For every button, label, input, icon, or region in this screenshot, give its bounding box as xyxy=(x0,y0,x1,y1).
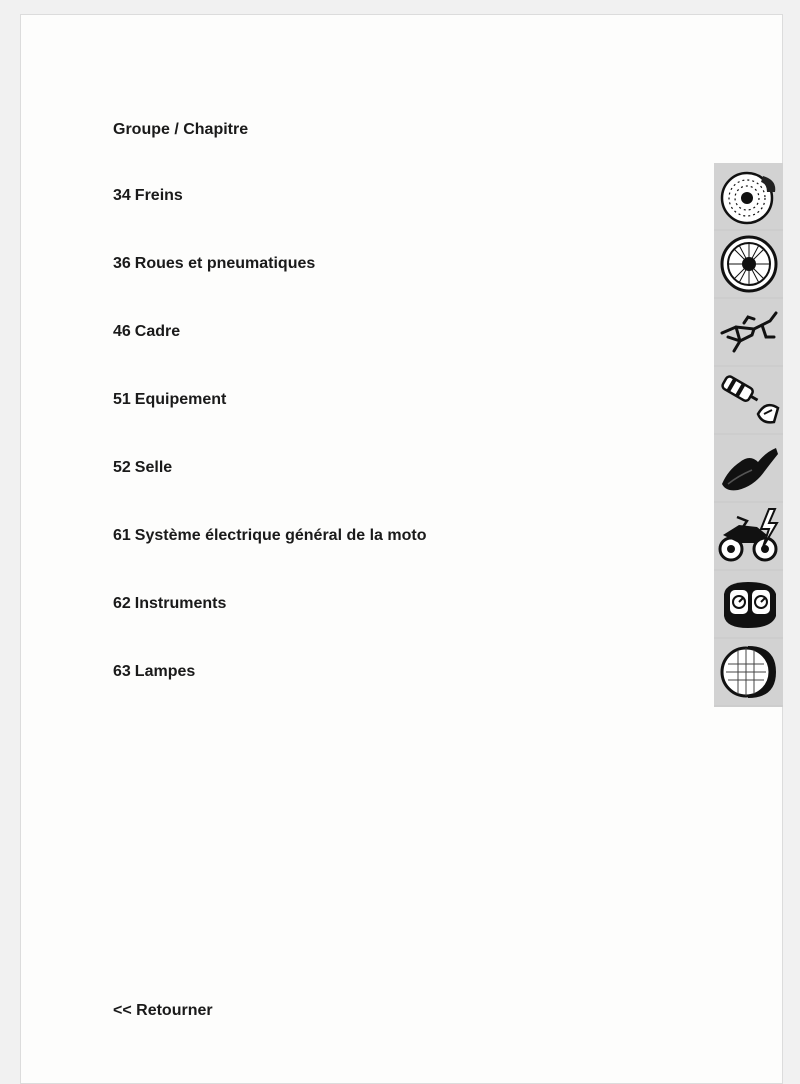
back-link[interactable]: << Retourner xyxy=(113,1002,213,1019)
chapter-title: Selle xyxy=(134,459,173,476)
chapter-link-freins[interactable] xyxy=(113,187,183,205)
chapter-number: 63 xyxy=(113,663,131,680)
chapter-title: Freins xyxy=(134,187,183,204)
chapter-number: 46 xyxy=(113,323,131,340)
chapter-link-selle[interactable] xyxy=(113,459,172,477)
chapter-title: Cadre xyxy=(134,323,181,340)
chapter-link-cadre[interactable] xyxy=(113,323,180,341)
tab-systeme-electrique[interactable] xyxy=(714,503,783,569)
chapter-title: Instruments xyxy=(134,595,227,612)
tab-lampes[interactable] xyxy=(714,639,783,705)
page-heading: Groupe / Chapitre xyxy=(113,121,249,138)
tab-selle[interactable] xyxy=(714,435,783,501)
tab-instruments[interactable] xyxy=(714,571,783,637)
document-page xyxy=(20,14,783,1084)
chapter-link-instruments[interactable] xyxy=(113,595,226,613)
frame-icon xyxy=(718,307,780,357)
tab-roues[interactable] xyxy=(714,231,783,297)
seat-icon xyxy=(718,440,780,496)
chapter-number: 52 xyxy=(113,459,131,476)
chapter-number: 51 xyxy=(113,391,131,408)
brake-disc-icon xyxy=(719,166,779,226)
chapter-number: 61 xyxy=(113,527,131,544)
chapter-number: 62 xyxy=(113,595,131,612)
instruments-icon xyxy=(718,576,780,632)
motorcycle-electric-icon xyxy=(717,507,781,565)
chapter-link-equipement[interactable] xyxy=(113,391,226,409)
chapter-tab-strip xyxy=(714,163,783,707)
chapter-title: Equipement xyxy=(134,391,227,408)
tab-cadre[interactable] xyxy=(714,299,783,365)
tab-equipement[interactable] xyxy=(714,367,783,433)
chapter-title: Système électrique général de la moto xyxy=(134,527,427,544)
headlamp-icon xyxy=(718,642,780,702)
chapter-number: 36 xyxy=(113,255,131,272)
chapter-link-systeme-electrique[interactable] xyxy=(113,527,426,545)
equipment-icon xyxy=(718,372,780,428)
chapter-title: Lampes xyxy=(134,663,196,680)
chapter-link-lampes[interactable] xyxy=(113,663,195,681)
chapter-link-roues[interactable] xyxy=(113,255,315,273)
chapter-number: 34 xyxy=(113,187,131,204)
chapter-title: Roues et pneumatiques xyxy=(134,255,316,272)
wheel-icon xyxy=(719,234,779,294)
tab-freins[interactable] xyxy=(714,163,783,229)
